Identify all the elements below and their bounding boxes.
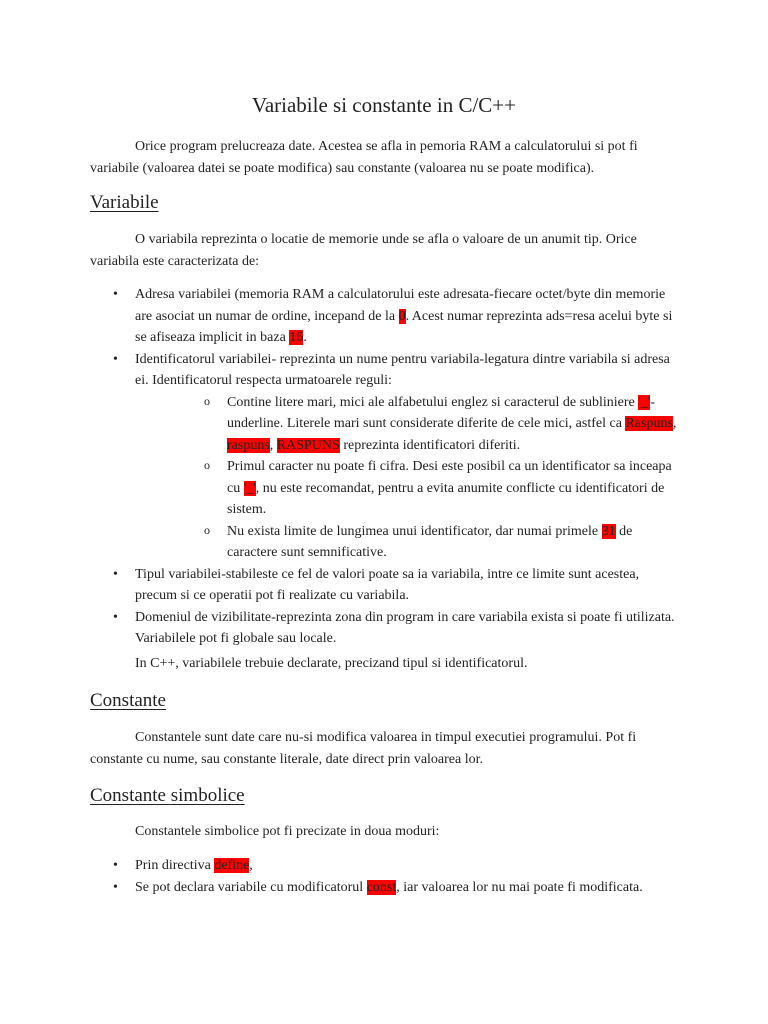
highlight: 16 — [289, 330, 304, 345]
variabile-intro-paragraph: O variabila reprezinta o locatie de memorie unde se afla o valoare de un anumit tip. Orice variabila este caracterizata de: — [90, 232, 637, 269]
highlight: Raspuns — [625, 416, 673, 431]
identificator-rules-list — [135, 392, 678, 564]
bullet-define: • Prin directiva define, — [90, 855, 678, 877]
rule-litere: o Contine litere mari, mici ale alfabetului englez si caracterul de subliniere '_'- underline. Literele mari sunt considerate diferite de cele mici, astfel ca Raspuns, raspuns, RASPUNS reprezinta identificatori diferiti. — [135, 392, 678, 457]
heading-variabile: Variabile — [90, 192, 159, 213]
highlight: raspuns — [227, 437, 270, 453]
intro-paragraph: Orice program prelucreaza date. Acestea se afla in pemoria RAM a calculatorului si pot fi variabile (valoarea datei se poate modifica) sau constante (valoarea nu se poate modifica). — [90, 139, 638, 176]
highlight: define — [214, 858, 250, 873]
highlight: 0 — [398, 308, 406, 324]
heading-constante: Constante — [90, 690, 166, 711]
highlight: '_' — [638, 394, 651, 410]
simbolice-bullet-list — [90, 855, 678, 898]
rule-primul-caracter: o Primul caracter nu poate fi cifra. Desi este posibil ca un identificator sa inceapa cu '_', nu este recomandat, pentru a evita anumite conflicte cu identificatori de sistem. — [135, 456, 678, 521]
heading-constante-simbolice: Constante simbolice — [90, 785, 245, 806]
bullet-adresa: • Adresa variabilei (memoria RAM a calculatorului este adresata-fiecare octet/byte din memorie are asociat un numar de ordine, incepand de la 0. Acest numar reprezinta ads=resa acelui byte si se afiseaza implicit in baza 16. — [90, 284, 678, 349]
simbolice-intro: Constantele simbolice pot fi precizate in doua moduri: — [135, 824, 440, 839]
declaration-note: In C++, variabilele trebuie declarate, precizand tipul si identificatorul. — [135, 656, 528, 671]
bullet-tipul: • Tipul variabilei-stabileste ce fel de valori poate sa ia variabila, intre ce limite sunt acestea, precum si ce operatii pot fi realizate cu variabila. — [90, 564, 678, 607]
highlight: '_' — [243, 480, 256, 496]
bullet-identificator: • Identificatorul variabilei- reprezinta un nume pentru variabila-legatura dintre variabila si adresa ei. Identificatorul respecta urmatoarele reguli: o Contine litere mari, mici ale alfabetului englez si caracterul de subliniere '_'- underline. Literele mari sunt considerate diferite de cele mici, astfel ca Raspuns, raspuns, RASPUNS reprezinta identificatori diferiti. o Primul caracter nu poate fi cifra. Desi este posibil ca un identificator sa inceapa cu '_', nu este recomandat, pentru a evita anumite conflicte cu identificatori de sistem. o Nu exista limite de lungimea unui identificator, dar numai primele 31 de caractere sunt semnificative. — [90, 349, 678, 564]
highlight: 31 — [601, 523, 616, 539]
document-title: Variabile si constante in C/C++ — [252, 93, 516, 117]
rule-lungime: o Nu exista limite de lungimea unui identificator, dar numai primele 31 de caractere sunt semnificative. — [135, 521, 678, 564]
constante-paragraph: Constantele sunt date care nu-si modifica valoarea in timpul executiei programului. Pot fi constante cu nume, sau constante literale, date direct prin valoarea lor. — [90, 730, 637, 767]
bullet-const: • Se pot declara variabile cu modificatorul const, iar valoarea lor nu mai poate fi modificata. — [90, 877, 678, 899]
variabile-bullet-list — [90, 284, 678, 650]
highlight: RASPUNS — [276, 437, 340, 453]
highlight: const — [366, 879, 397, 895]
bullet-domeniul: • Domeniul de vizibilitate-reprezinta zona din program in care variabila exista si poate fi utilizata. Variabilele pot fi globale sau locale. — [90, 607, 678, 650]
